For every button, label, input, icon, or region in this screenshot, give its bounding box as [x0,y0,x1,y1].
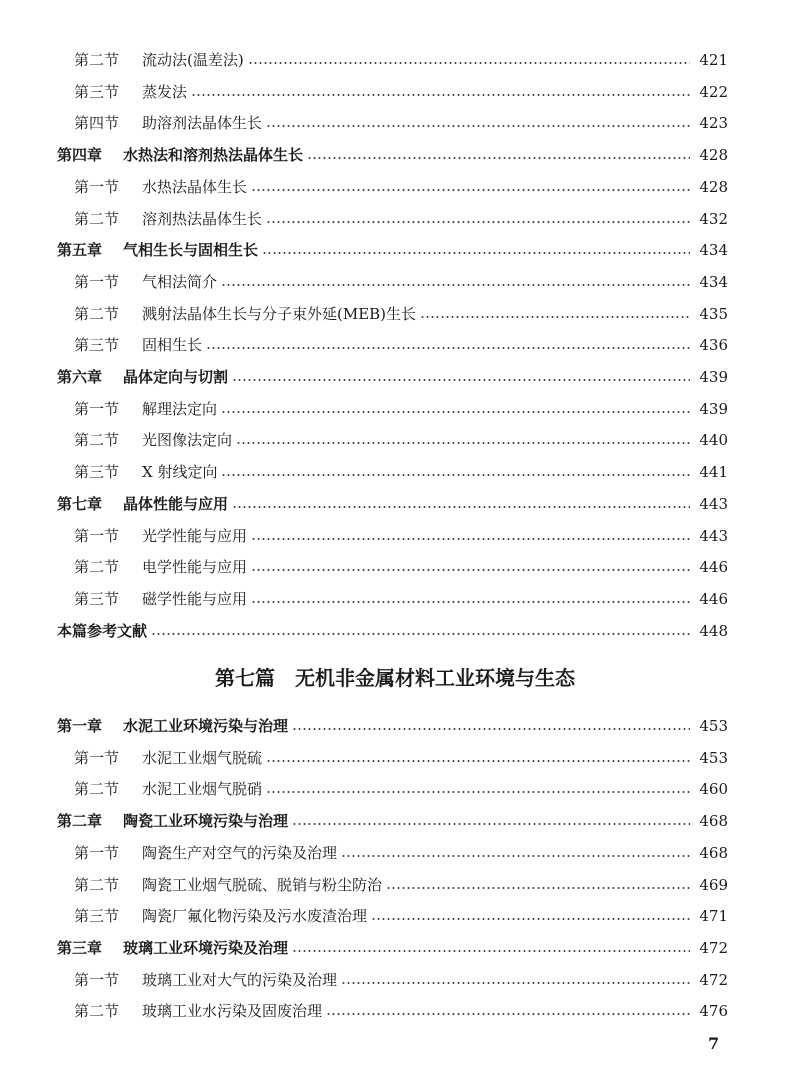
entry-page: 441 [699,463,728,482]
entry-title: 蒸发法 [142,82,188,101]
toc-chapter-entry [0,489,790,519]
dot-leader [206,347,690,349]
entry-title: 溶剂热法晶体生长 [142,209,263,228]
entry-title: 气相法简介 [142,272,218,291]
toc-section-entry [0,457,790,487]
entry-title: 水热法晶体生长 [142,177,248,196]
dot-leader [191,94,690,96]
entry-number: 第一节 [74,970,120,989]
entry-number: 第二节 [74,209,120,228]
dot-leader [341,982,690,984]
entry-label [74,774,262,804]
entry-title: 溅射法晶体生长与分子束外延(MEB)生长 [142,304,417,323]
toc-section-entry [0,584,790,614]
entry-number: 第二节 [74,431,120,450]
entry-number: 第一节 [74,272,120,291]
entry-label [74,108,262,138]
dot-leader [232,506,690,508]
toc-section-entry [0,996,790,1026]
entry-number: 第五章 [57,241,103,260]
entry-page: 434 [699,241,728,260]
dot-leader [251,601,690,603]
entry-label [57,489,228,519]
dot-leader [221,474,690,476]
entry-label [74,901,367,931]
entry-page: 472 [699,938,728,957]
entry-title: 陶瓷工业环境污染与治理 [123,812,289,831]
entry-label [74,743,262,773]
entry-page: 446 [699,558,728,577]
toc-section-entry [0,743,790,773]
entry-number: 第三章 [57,938,103,957]
entry-page: 471 [699,907,728,926]
entry-title: 水泥工业烟气脱硝 [142,780,263,799]
toc-section-entry [0,267,790,297]
entry-page: 448 [699,621,728,640]
toc-section-entry [0,425,790,455]
entry-title: 电学性能与应用 [142,558,248,577]
dot-leader [292,728,690,730]
entry-number: 第六章 [57,368,103,386]
page-number: 7 [708,1034,720,1053]
toc-section-entry [0,77,790,107]
entry-title: 流动法(温差法) [142,51,244,69]
entry-title: 水热法和溶剂热法晶体生长 [123,146,304,165]
dot-leader [266,760,690,762]
entry-page: 423 [699,114,728,133]
entry-page: 469 [699,875,728,894]
entry-label [74,204,262,234]
entry-label [74,838,337,868]
dot-leader [262,252,690,254]
toc-section-entry [0,552,790,582]
entry-title: 晶体定向与切割 [123,368,229,386]
toc-section-entry [0,521,790,551]
entry-page: 460 [699,780,728,799]
entry-label [57,362,228,392]
entry-label [57,933,288,963]
toc-section-entry [0,299,790,329]
dot-leader [221,411,690,413]
entry-page: 468 [699,843,728,862]
toc-section-entry [0,870,790,900]
entry-page: 428 [699,146,728,165]
entry-label [74,299,416,329]
entry-title: X 射线定向 [142,463,218,482]
entry-label [74,457,217,487]
entry-label [74,394,217,424]
entry-page: 440 [699,431,728,450]
entry-title: 玻璃工业水污染及固废治理 [142,1002,323,1021]
entry-number: 第一节 [74,399,120,418]
entry-number: 第一节 [74,843,120,862]
entry-title: 解理法定向 [142,399,218,418]
entry-label [74,45,244,75]
toc-section-entry [0,965,790,995]
entry-title: 气相生长与固相生长 [123,241,259,260]
entry-label [74,172,247,202]
toc-section-entry [0,394,790,424]
dot-leader [248,62,690,64]
entry-label [57,806,288,836]
entry-page: 472 [699,970,728,989]
toc-section-entry [0,838,790,868]
entry-page: 432 [699,209,728,228]
toc-chapter-entry [0,616,790,646]
entry-title: 固相生长 [142,336,203,355]
entry-page: 434 [699,272,728,291]
entry-title: 水泥工业烟气脱硫 [142,748,263,767]
entry-label [57,235,258,265]
entry-number: 第二节 [74,1002,120,1021]
dot-leader [266,221,690,223]
dot-leader [371,918,690,920]
entry-page: 443 [699,494,728,513]
entry-number: 第二节 [74,558,120,577]
toc-chapter-entry [0,933,790,963]
entry-number: 第三节 [74,907,120,926]
dot-leader [386,887,690,889]
entry-number: 第一节 [74,177,120,196]
entry-title: 陶瓷厂氟化物污染及污水废渣治理 [142,907,368,926]
toc-chapter-entry [0,711,790,741]
dot-leader [307,157,690,159]
dot-leader [266,125,690,127]
toc-chapter-entry [0,362,790,392]
entry-label [74,552,247,582]
toc-chapter-entry [0,235,790,265]
dot-leader [341,855,690,857]
part-title: 第七篇 无机非金属材料工业环境与生态 [215,666,575,690]
entry-number: 第一章 [57,717,103,735]
entry-label [74,77,187,107]
entry-label [74,870,382,900]
entry-label [57,616,147,646]
entry-title: 陶瓷生产对空气的污染及治理 [142,843,338,862]
toc-section-entry [0,108,790,138]
entry-title: 玻璃工业环境污染及治理 [123,938,289,957]
dot-leader [232,379,690,381]
entry-title: 光学性能与应用 [142,526,248,545]
dot-leader [221,284,690,286]
entry-page: 428 [699,177,728,196]
entry-number: 第三节 [74,463,120,482]
entry-page: 422 [699,82,728,101]
toc-section-entry [0,45,790,75]
entry-label [57,711,288,741]
entry-number: 第二节 [74,875,120,894]
toc-section-entry [0,204,790,234]
dot-leader [251,538,690,540]
entry-label [74,330,202,360]
entry-number: 第二节 [74,304,120,323]
entry-label [74,584,247,614]
entry-number: 第四节 [74,114,120,133]
entry-page: 453 [699,717,728,735]
dot-leader [251,189,690,191]
entry-page: 443 [699,526,728,545]
entry-number: 第三节 [74,336,120,355]
entry-label [74,267,217,297]
entry-page: 439 [699,368,728,386]
entry-number: 第一节 [74,748,120,767]
entry-page: 476 [699,1002,728,1021]
entry-number: 第二章 [57,812,103,831]
entry-number: 第四章 [57,146,103,165]
entry-title: 磁学性能与应用 [142,589,248,608]
entry-label [74,996,322,1026]
toc-chapter-entry [0,806,790,836]
entry-title: 本篇参考文献 [57,621,148,640]
entry-page: 468 [699,812,728,831]
entry-title: 陶瓷工业烟气脱硫、脱销与粉尘防治 [142,875,383,894]
dot-leader [292,950,690,952]
entry-title: 玻璃工业对大气的污染及治理 [142,970,338,989]
entry-page: 421 [699,51,728,69]
dot-leader [420,316,690,318]
toc-section-entry [0,172,790,202]
entry-label [74,521,247,551]
dot-leader [151,633,690,635]
entry-page: 446 [699,589,728,608]
entry-title: 晶体性能与应用 [123,494,229,513]
entry-number: 第三节 [74,589,120,608]
entry-number: 第一节 [74,526,120,545]
dot-leader [292,823,690,825]
dot-leader [236,442,690,444]
entry-title: 光图像法定向 [142,431,233,450]
toc-section-entry [0,774,790,804]
entry-page: 436 [699,336,728,355]
toc-section-entry [0,901,790,931]
entry-label [57,140,303,170]
entry-label [74,965,337,995]
entry-label [74,425,232,455]
entry-page: 435 [699,304,728,323]
entry-number: 第二节 [74,51,120,69]
entry-page: 453 [699,748,728,767]
toc-chapter-entry [0,140,790,170]
dot-leader [326,1013,690,1015]
entry-number: 第二节 [74,780,120,799]
entry-title: 水泥工业环境污染与治理 [123,717,289,735]
dot-leader [266,791,690,793]
toc-section-entry [0,330,790,360]
entry-page: 439 [699,399,728,418]
entry-title: 助溶剂法晶体生长 [142,114,263,133]
dot-leader [251,569,690,571]
entry-number: 第三节 [74,82,120,101]
entry-number: 第七章 [57,494,103,513]
